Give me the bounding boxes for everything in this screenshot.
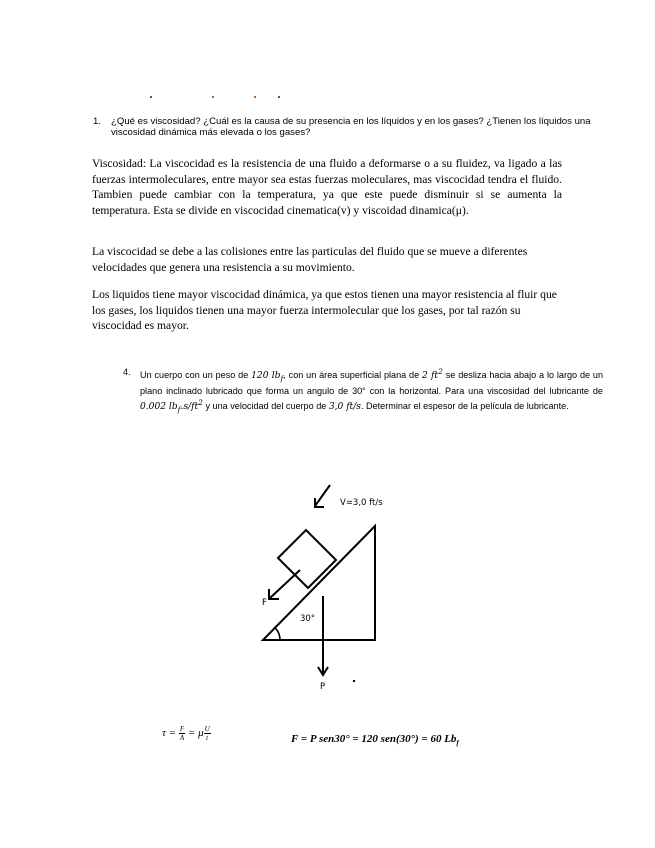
sliding-block [278, 530, 336, 588]
force-equation: F = P sen30° = 120 sen(30°) = 60 $Lb_f$ [291, 733, 459, 748]
angle-label: 30° [300, 614, 316, 624]
question-1-number: 1. [93, 116, 102, 127]
viscosity-value: 0.002 $lb_f.s/ft^2$ [140, 397, 203, 414]
fraction-u-over-t: $\frac{U}{t}$ [204, 725, 210, 742]
answer-paragraph-1: Viscosidad: La viscocidad es la resistencia de una fluido a deformarse o a su fluidez, va ligado a las fuerzas intermoleculares, entre mayor sea estas fuerzas moleculares, mas viscocidad tendra el fluido. Tambien puede cambiar con la temperatura, ya que este puede disminuir si se aumenta la temperatura. Esta se divide en viscocidad cinematica(v) y viscoidad dinamica(μ). [92, 157, 562, 217]
velocity-label: V=3,0 ft/s [340, 498, 383, 508]
question-1-text: ¿Qué es viscosidad? ¿Cuál es la causa de su presencia en los líquidos y en los gases? ¿Tienen los líquidos una viscosidad dinámica más elevada o los gases? [111, 116, 591, 138]
cropped-text-fragment [150, 96, 285, 102]
velocity-arrow [315, 485, 330, 506]
fragment-dot [150, 96, 152, 98]
weight-label: P [320, 682, 326, 692]
shear-stress-equation: τ = $\frac{F}{A}$ = μ $\frac{U}{t}$ [162, 725, 210, 742]
fragment-dot [212, 96, 214, 98]
velocity-value: 3,0 ft/s [328, 401, 361, 412]
answer-paragraph-2: La viscocidad se debe a las colisiones entre las particulas del fluido que se mueve a diferentes velocidades que genera una resistencia a su movimiento. [92, 245, 528, 274]
question-4-number: 4. [123, 367, 131, 377]
force-arrow [270, 570, 300, 598]
fragment-dot [278, 96, 280, 98]
fragment-dot [254, 96, 256, 98]
area-value: 2 $ft^2$ [422, 367, 443, 382]
answer-paragraph-3: Los liquidos tiene mayor viscocidad dinámica, ya que estos tienen una mayor resistencia al fluir que los gases, los liquidos tienen una mayor fuerza intermolecular que los gases, por tal razón su viscocidad es mayor. [92, 288, 557, 332]
question-4-text: Un cuerpo con un peso de 120 $lb_f$, con un área superficial plana de 2 $ft^2$ se desliza hacia abajo a lo largo de un plano inclinado lubricado que forma un angulo de 30° con la horizontal. Para una viscosidad del lubricante de 0.002 $lb_f.s/ft^2$ y una velocidad del cuerpo de 3,0 ft/s. Determinar el espesor de la película de lubricante. [140, 367, 604, 414]
fraction-f-over-a: $\frac{F}{A}$ [179, 725, 185, 742]
weight-value: 120 $lb_f$ [251, 371, 284, 383]
force-label: F [262, 598, 267, 608]
inclined-plane-diagram [240, 478, 420, 700]
stray-dot [353, 680, 355, 682]
